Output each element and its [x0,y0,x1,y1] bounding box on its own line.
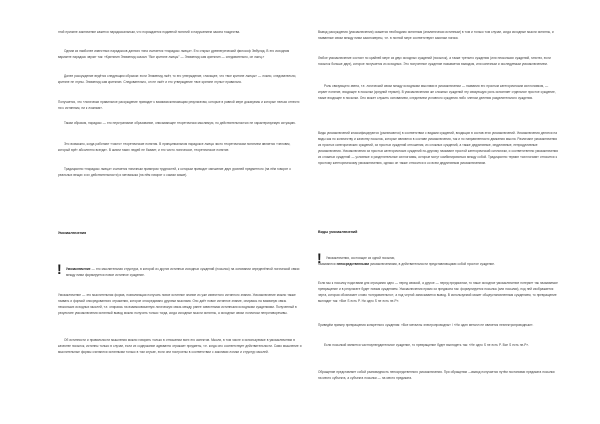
section-heading: Виды умозаключений [318,230,358,234]
paragraph: Роль связующего звена, т.е. логический связи между исходными мыслями в умозаключении — названия его простым категорическим силлогизмом, — играет понятие, входящее в посылки (средний термин). В умозаключениях же сложных суждений эту связующую роль исполняет отдельное простое суждение, также входящее в посылки. Оно может служить основанием, следствием условного суждения либо членом деления разделительного суждения. [318,84,556,100]
paragraph: Любое умозаключение состоит по крайней мере из двух исходных суждений (посылок), а также третьего суждения (или нескольких суждений, гипотез, если посылок больше двух), которое получается из исходных. Это полученное суждение называется выводом, или конечным и исследуемым умозаключением. [318,56,551,66]
paragraph: Об истинности и правильности мышления можно говорить только в отношении всех его аспектов. Мысли, в том числе и используемые в умозаключении в качестве посылок, истинны только в случае, если их содержание адекватно отражает предметы, т.е. когда оно соответствует действительности. Само мышление и мыслительные формы считаются истинными только в том случае, если они построены в соответствии с законами логики и структур мыслей. [58,338,302,354]
paragraph: Это возможно, когда работают «чисто» теоретические понятия. В принципиальном парадоксе лжеца чисто теоретическим понятием является «человек, который врёт абсолютно всегда». В жизни таких людей не бывает, и это чисто логическое, теоретическое понятие. [58,142,291,152]
paragraph: Таким образом, парадокс — это неустранимое образование, описывающее теоретически мыслимую, но действительностью не характеризуемую ситуацию. [64,121,296,125]
section-heading: Умозаключения [58,231,87,235]
paragraph: Традиционно «парадокс лжеца» считается типичным примером трудностей, к которым приводит смешение двух уровней предметного (на нём говорят о реальных вещах и их действительности) и метаязыка (на нём говорят о самом языке). [58,167,291,177]
paragraph: Обращение представляет собой разновидность непосредственного умозаключения. При обращении —вывод получается путём постановки предиката посылки на место субъекта, а субъекта посылки — на место предиката. [318,370,555,380]
paragraph: Если мы к посылку подставим для отрицания одно — перед связкой, а другое — перед предикатом, то наше исходное умозаключение потеряет так называемое превращение и в результате будет новым суждением. Умозаключения прямо из предиката так: формулируется посылка (или посылки), под ней изображается черта, которая обозначает слово «следовательно», а под чертой записывается вывод. В используемой может общеустановленным суждением, то превращение выглядит так: «Все S есть P. Ни одно S не есть не-P». [318,281,558,303]
paragraph: Виды умозаключений классифицируются (различаются) в соответствии с видами суждений, входящих в состав этих умозаключений. Умозаключения делятся на виды как по количеству и качеству посылок, которые являются в составе умозаключения, так и по направленности движения мысли. Различают умозаключения из простых категорических суждений, из простых суждений отношения, из сложных суждений, а также дедуктивные, индуктивные, непродуктивные умозаключения. Умозаключения из простых категорических суждений по-другому называют простой категорический силлогизм, и соответственно умозаключения из сложных суждений — условные и разделительные силлогизмы, которые могут комбинироваться между собой. Традиционно термин «силлогизм» относится к простому категорическому умозаключению, однако он также относится и ко всем дедуктивным умозаключениям. [318,131,558,165]
exclamation-icon: ! [317,250,322,266]
right-column [318,0,558,424]
paragraph: Вывод рассуждения (умозаключения) окажется необходимо истинным (аналитически истинным) в том и только том случае, когда исходные мысли истинны, и названные связи между ними закономерны, т.е. в полной мере соответствуют законам логики. [318,30,554,40]
definition-prefix: называются [318,262,337,266]
defined-term: Умозаключение [66,267,91,271]
left-column [58,0,303,424]
paragraph: Умозаключение — это мыслительная форма, позволяющая получать новое истинное знание из уже известного истинного знания. Умозаключение можно также назвать и формой опосредованного отражения, которое опосредовано другими мыслями. Оно даёт новое истинное знание, опираясь на взаимную связь нескольких исходных мыслей, т.е. опираясь на взаимосвязанную логическую связь между ранее известными истинными исходными суждениями. Полученный в результате умозаключения истинный вывод можно получить только тогда, когда исходные мысли истинны, а исходные связи логически непротиворечивы. [58,293,297,315]
definition-text: — это мыслительная структура, в которой из других истинных исходных суждений (посылок) на основании определённой логической связи между ними формируется новое истинное суждение. [66,267,300,277]
paragraph: Одним из наиболее известных парадоксов данного типа считается «парадокс лжеца». Его открыл древнегреческий философ Эвбулид. В его исходном варианте парадокс звучит так: «Критянин Эпименид сказал: "Все критяне лжецы" — Эпименид сам критянин — следовательно, он лжец.» [58,49,290,59]
definition-text: умозаключениями, в действительности представляющими собой простое суждение. [369,262,495,266]
defined-term: непосредственными [336,262,369,266]
paragraph: Далее рассуждение ведётся следующим образом: если Эпименид лжёт, то его утверждение, гласящее, что «все критяне лжецы» — ложно, следовательно, критяне не лгуны. Эпименид сам критянин. Следовательно, он не лжёт и его утверждение «все критяне лгуны» правильно. [58,74,297,84]
paragraph: Если посылкой является частноутвердительное суждение, то превращение будет выглядеть так: «Не одно S не есть P. Все S есть не-P». [324,343,529,347]
exclamation-icon: ! [57,261,62,277]
definition-paragraph [318,261,558,267]
paragraph: этой причине заключение кажется парадоксальным, что порождается подменой понятий и нарушением закона тождества. [58,30,240,34]
definition-paragraph [66,266,303,278]
paragraph: Приведём пример превращения конкретного суждения: «Все металлы электропроводны» / «Ни один металл не является неэлектропроводным». [318,323,534,327]
paragraph: Получается, что «логически правильное рассуждение приводит к взаимоисключающим результатам, которые в равной мере доказуемы и которые нельзя отнести ни к истинным, ни к ложным». [58,100,300,110]
definition-lead: Умозаключения, состоящие из одной посылки, [326,256,396,260]
